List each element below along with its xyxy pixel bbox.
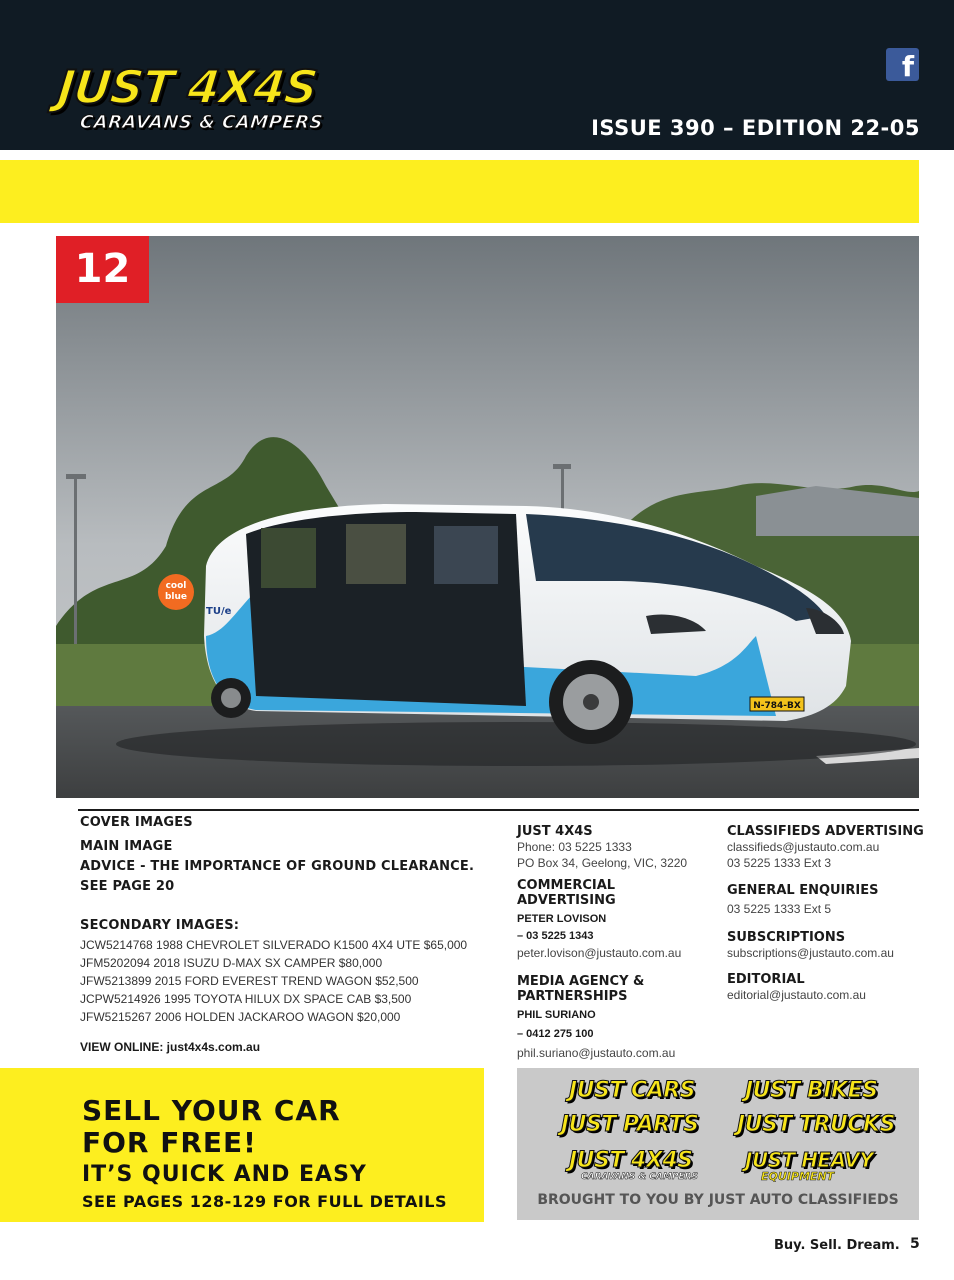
just-bikes-logo[interactable]: JUST BIKES [745, 1078, 878, 1103]
sell-headline-2: FOR FREE! [82, 1126, 257, 1159]
general-enquiries-phone: 03 5225 1333 Ext 5 [727, 902, 832, 916]
just4x4s-logo[interactable] [55, 60, 358, 140]
classifieds-heading: CLASSIFIEDS ADVERTISING [727, 824, 924, 839]
media-contact-name: PHIL SURIANO [517, 1009, 596, 1021]
commercial-contact-email[interactable]: peter.lovison@justauto.com.au [517, 946, 682, 960]
just-heavy-sub: EQUIPMENT [761, 1170, 835, 1183]
contacts-middle [517, 824, 717, 1061]
van-tu-logo: TU/e [206, 606, 232, 617]
subscriptions-email[interactable]: subscriptions@justauto.com.au [727, 946, 894, 960]
masthead [0, 0, 954, 150]
cover-photo [56, 236, 919, 798]
just4x4s-address: PO Box 34, Geelong, VIC, 3220 [517, 856, 688, 870]
cover-images-section [80, 814, 500, 1055]
commercial-contact-phone: – 03 5225 1343 [517, 930, 594, 942]
media-contact-email[interactable]: phil.suriano@justauto.com.au [517, 1046, 676, 1060]
media-agency-heading: MEDIA AGENCY & [517, 974, 645, 989]
just-trucks-logo[interactable]: JUST TRUCKS [737, 1112, 895, 1137]
sell-see-pages: SEE PAGES 128-129 FOR FULL DETAILS [82, 1192, 447, 1211]
footer-tagline: Buy. Sell. Dream. [774, 1238, 900, 1253]
main-image-see-page: SEE PAGE 20 [80, 879, 175, 894]
logo-wordmark: JUST 4X4S [55, 60, 320, 114]
svg-text:cool: cool [165, 581, 187, 591]
page-number: 5 [910, 1236, 920, 1252]
cover-images-title: COVER IMAGES [80, 815, 193, 830]
classifieds-email[interactable]: classifieds@justauto.com.au [727, 840, 880, 854]
just-heavy-logo[interactable]: JUST HEAVY [745, 1148, 874, 1172]
editorial-heading: EDITORIAL [727, 972, 805, 987]
media-agency-heading-2: PARTNERSHIPS [517, 989, 628, 1004]
subscriptions-heading: SUBSCRIPTIONS [727, 930, 846, 945]
just-parts-logo[interactable]: JUST PARTS [561, 1112, 699, 1137]
just-4x4s-sub: CARAVANS & CAMPERS [581, 1172, 698, 1182]
media-contact-phone: – 0412 275 100 [517, 1028, 594, 1040]
list-item: JFW5215267 2006 HOLDEN JACKAROO WAGON $20,000 [80, 1010, 401, 1024]
secondary-images-heading: SECONDARY IMAGES: [80, 918, 240, 933]
general-enquiries-heading: GENERAL ENQUIRIES [727, 883, 879, 898]
list-item: JFM5202094 2018 ISUZU D-MAX SX CAMPER $80,000 [80, 956, 383, 970]
list-item: JCW5214768 1988 CHEVROLET SILVERADO K1500 4X4 UTE $65,000 [80, 938, 468, 952]
brand-logos-panel [517, 1068, 919, 1220]
sell-headline-1: SELL YOUR CAR [82, 1094, 341, 1127]
list-item: JCPW5214926 1995 TOYOTA HILUX DX SPACE CAB $3,500 [80, 992, 412, 1006]
just-4x4s-logo[interactable]: JUST 4X4S [569, 1148, 693, 1173]
list-item: JFW5213899 2015 FORD EVEREST TREND WAGON $52,500 [80, 974, 419, 988]
just-cars-logo[interactable]: JUST CARS [569, 1078, 696, 1103]
just4x4s-phone: Phone: 03 5225 1333 [517, 840, 632, 854]
facebook-icon[interactable]: f [886, 48, 919, 81]
main-image-heading: MAIN IMAGE [80, 839, 173, 854]
svg-text:blue: blue [164, 592, 188, 602]
sell-subheadline: IT’S QUICK AND EASY [82, 1162, 367, 1187]
commercial-contact-name: PETER LOVISON [517, 913, 607, 925]
yellow-banner [0, 160, 919, 223]
main-image-caption: ADVICE - THE IMPORTANCE OF GROUND CLEARANCE. [80, 859, 475, 874]
editorial-email[interactable]: editorial@justauto.com.au [727, 988, 866, 1002]
license-plate: N-784-BX [753, 701, 801, 711]
divider [78, 809, 919, 811]
just4x4s-contact-heading: JUST 4X4S [517, 824, 593, 839]
issue-label: ISSUE 390 – EDITION 22-05 [591, 116, 920, 140]
contacts-right [727, 824, 927, 1003]
logo-subtitle: CARAVANS & CAMPERS [78, 112, 325, 133]
secondary-images-list [80, 936, 500, 1026]
view-online-link[interactable]: VIEW ONLINE: just4x4s.com.au [80, 1040, 261, 1054]
commercial-advertising-heading: COMMERCIAL ADVERTISING [517, 878, 616, 908]
classifieds-phone: 03 5225 1333 Ext 3 [727, 856, 832, 870]
sell-your-car-promo[interactable] [0, 1068, 484, 1222]
brought-to-you-by: BROUGHT TO YOU BY JUST AUTO CLASSIFIEDS [537, 1192, 899, 1208]
page-number-badge: 12 [56, 236, 149, 303]
